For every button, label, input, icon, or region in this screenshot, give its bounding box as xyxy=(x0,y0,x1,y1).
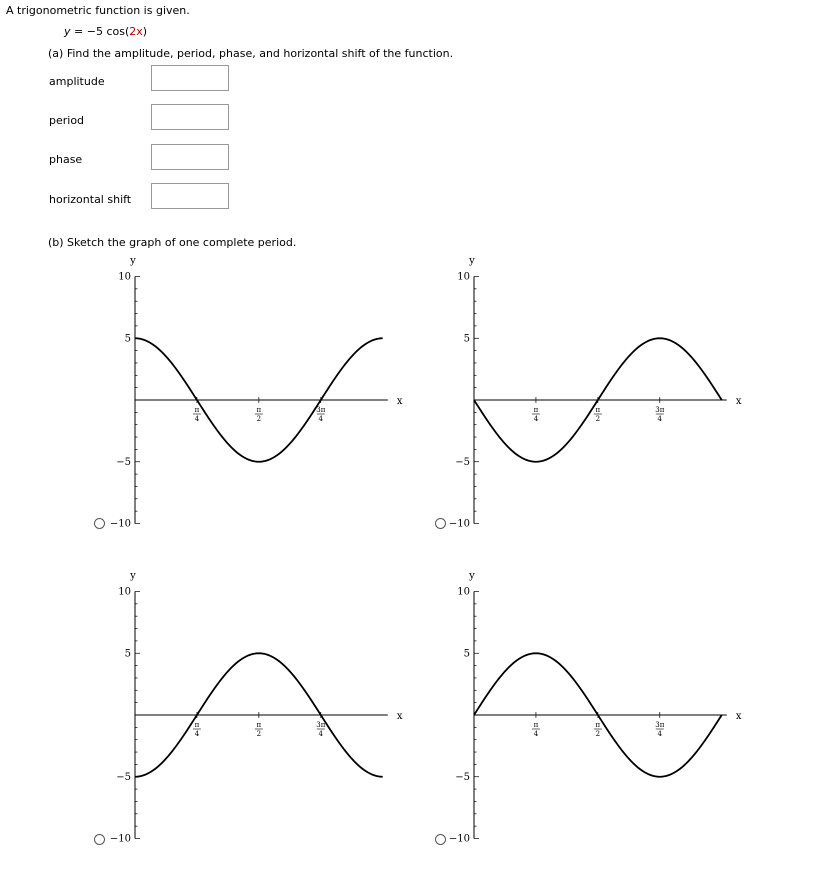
y-tick-label-neg5: −5 xyxy=(116,456,131,468)
x-tick-label-3 xyxy=(655,406,664,423)
y-tick-label-5: 5 xyxy=(124,333,131,345)
amplitude-input[interactable] xyxy=(151,65,229,91)
x-tick-label-1-den: 4 xyxy=(533,415,539,423)
phase-input[interactable] xyxy=(151,144,229,170)
horizontal-shift-label: horizontal shift xyxy=(49,193,132,206)
graph-option-b xyxy=(440,250,750,540)
x-tick-label-3-den: 4 xyxy=(657,730,663,738)
period-label: period xyxy=(49,114,85,127)
y-tick-label-10: 10 xyxy=(457,586,470,598)
x-tick-label-2 xyxy=(255,406,263,423)
x-tick-label-2-num: π xyxy=(595,406,601,414)
x-axis-label: x xyxy=(396,396,403,407)
x-tick-label-2 xyxy=(594,406,602,423)
y-tick-label-neg5: −5 xyxy=(116,771,131,783)
x-tick-label-1-num: π xyxy=(533,721,539,729)
y-tick-label-neg10: −10 xyxy=(109,518,131,530)
y-axis-label: y xyxy=(130,255,136,267)
y-tick-label-10: 10 xyxy=(118,271,131,283)
y-axis-label: y xyxy=(469,570,475,582)
horizontal-shift-input[interactable] xyxy=(151,183,229,209)
part-a-instruction: (a) Find the amplitude, period, phase, and horizontal shift of the function. xyxy=(48,47,454,60)
y-tick-label-10: 10 xyxy=(118,586,131,598)
y-tick-label-neg10: −10 xyxy=(448,833,470,845)
x-tick-label-3-num: 3π xyxy=(655,406,665,414)
x-tick-label-2-num: π xyxy=(256,721,262,729)
prompt-text: A trigonometric function is given. xyxy=(6,4,190,17)
x-tick-label-3-den: 4 xyxy=(657,415,663,423)
y-tick-label-neg5: −5 xyxy=(455,456,470,468)
x-tick-label-2-num: π xyxy=(256,406,262,414)
x-tick-label-3-den: 4 xyxy=(318,730,324,738)
equation-rest1: = −5 cos( xyxy=(70,25,130,38)
graph-option-a xyxy=(100,250,410,540)
y-tick-label-5: 5 xyxy=(124,648,131,660)
x-tick-label-2-num: π xyxy=(595,721,601,729)
x-tick-label-3 xyxy=(316,406,325,423)
x-tick-label-2-den: 2 xyxy=(256,730,262,738)
equation-arg: 2x xyxy=(129,25,143,38)
y-tick-label-10: 10 xyxy=(457,271,470,283)
y-axis-label: y xyxy=(130,570,136,582)
x-tick-label-1 xyxy=(193,721,201,738)
graph-option-d xyxy=(440,565,750,855)
graph-option-c xyxy=(100,565,410,855)
x-tick-label-1-num: π xyxy=(194,721,200,729)
x-tick-label-3 xyxy=(655,721,664,738)
x-tick-label-1 xyxy=(193,406,201,423)
x-tick-label-3-num: 3π xyxy=(316,406,326,414)
x-tick-label-1-den: 4 xyxy=(533,730,539,738)
y-tick-label-5: 5 xyxy=(463,333,470,345)
x-tick-label-2 xyxy=(255,721,263,738)
x-axis-label: x xyxy=(735,711,742,722)
amplitude-label: amplitude xyxy=(49,75,105,88)
x-tick-label-1-den: 4 xyxy=(194,415,200,423)
x-tick-label-1 xyxy=(532,406,540,423)
x-axis-label: x xyxy=(735,396,742,407)
x-tick-label-1 xyxy=(532,721,540,738)
x-tick-label-3-num: 3π xyxy=(316,721,326,729)
x-tick-label-3-den: 4 xyxy=(318,415,324,423)
y-axis-label: y xyxy=(469,255,475,267)
x-tick-label-1-den: 4 xyxy=(194,730,200,738)
x-tick-label-2-den: 2 xyxy=(256,415,262,423)
x-tick-label-2-den: 2 xyxy=(595,415,601,423)
period-input[interactable] xyxy=(151,104,229,130)
equation-rest2: ) xyxy=(142,25,148,38)
y-tick-label-5: 5 xyxy=(463,648,470,660)
y-tick-label-neg10: −10 xyxy=(448,518,470,530)
x-tick-label-1-num: π xyxy=(194,406,200,414)
phase-label: phase xyxy=(49,153,83,166)
x-tick-label-2 xyxy=(594,721,602,738)
y-tick-label-neg5: −5 xyxy=(455,771,470,783)
x-tick-label-1-num: π xyxy=(533,406,539,414)
x-axis-label: x xyxy=(396,711,403,722)
part-b-instruction: (b) Sketch the graph of one complete period. xyxy=(48,236,297,249)
equation-y: y xyxy=(64,25,71,38)
y-tick-label-neg10: −10 xyxy=(109,833,131,845)
x-tick-label-3 xyxy=(316,721,325,738)
x-tick-label-3-num: 3π xyxy=(655,721,665,729)
equation xyxy=(64,25,147,38)
x-tick-label-2-den: 2 xyxy=(595,730,601,738)
